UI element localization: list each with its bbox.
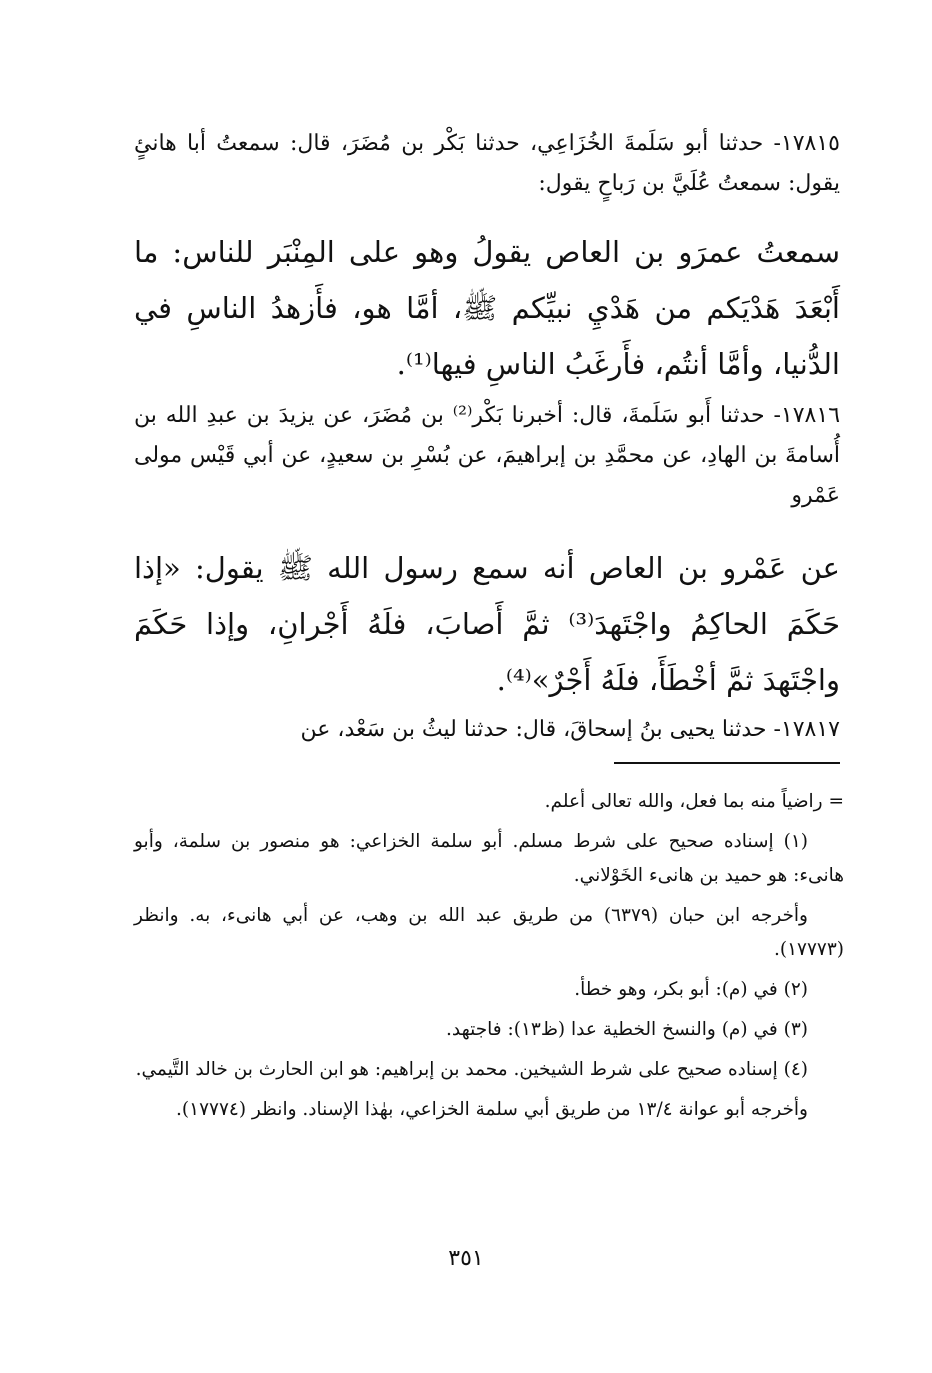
footnote-4-extra: وأخرجه أبو عوانة ١٣/٤ من طريق أبي سلمة الخزاعي، بهٰذا الإسناد. وانظر (١٧٧٧٤). [176, 1099, 808, 1120]
footnote-2: (٢) في (م): أبو بكر، وهو خطأ. [574, 979, 808, 1000]
hadith-17816-isnad: ١٧٨١٦- حدثنا أَبو سَلَمةَ، قال: أخبرنا بَكْر⁽²⁾ بن مُضَرَ، عن يزيدَ بن عبدِ الله بن أُسامةَ بن الهادِ، عن محمَّدِ بن إبراهيمَ، عن بُسْرِ بن سعيدٍ، عن أبي قَيْس مولى عَمْرو [134, 403, 841, 508]
footnotes [134, 785, 844, 1133]
footnote-divider [614, 762, 840, 764]
footnote-continuation: = راضياً منه بما فعل، والله تعالى أعلم. [544, 791, 844, 812]
page-number: ٣٥١ [448, 1246, 484, 1271]
footnote-3: (٣) في (م) والنسخ الخطية عدا (ظ١٣): فاجتهد. [446, 1019, 808, 1040]
footnote-4: (٤) إسناده صحيح على شرط الشيخين. محمد بن إبراهيم: هو ابن الحارث بن خالد التَّيمي. [135, 1059, 808, 1080]
footnote-1: (١) إسناده صحيح على شرط مسلم. أبو سلمة الخزاعي: هو منصور بن سلمة، وأبو هانىء: هو حميد بن هانىء الخَوْلاني. [134, 831, 844, 886]
hadith-17815-matn: سمعتُ عمرَو بن العاص يقولُ وهو على المِنْبَر للناس: ما أَبْعَدَ هَدْيَكم من هَدْيِ نبيِّكم ﷺ، أمَّا هو، فأَزهدُ الناسِ في الدُّنيا، وأمَّا أنتُم، فأَرغَبُ الناسِ فيها⁽¹⁾. [134, 235, 840, 381]
hadith-17815-isnad: ١٧٨١٥- حدثنا أبو سَلَمةَ الخُزَاعِي، حدثنا بَكْر بن مُضَرَ، قال: سمعتُ أبا هانئٍ يقول: سمعتُ عُلَيَّ بن رَباحٍ يقول: [134, 131, 840, 196]
hadith-17817-isnad: ١٧٨١٧- حدثنا يحيى بنُ إسحاقَ، قال: حدثنا ليثُ بن سَعْد، عن [300, 717, 840, 742]
hadith-17816-matn: عن عَمْرو بن العاص أنه سمع رسول الله ﷺ يقول: «إذا حَكَمَ الحاكِمُ واجْتَهدَ⁽³⁾ ثمَّ أَصابَ، فلَهُ أَجْرانِ، وإذا حَكَمَ واجْتَهدَ ثمَّ أخْطَأَ، فلَهُ أَجْرٌ»⁽⁴⁾. [134, 551, 841, 697]
footnote-1-extra: وأخرجه ابن حبان (٦٣٧٩) من طريق عبد الله بن وهب، عن أبي هانىء، به. وانظر (١٧٧٧٣). [134, 905, 844, 960]
